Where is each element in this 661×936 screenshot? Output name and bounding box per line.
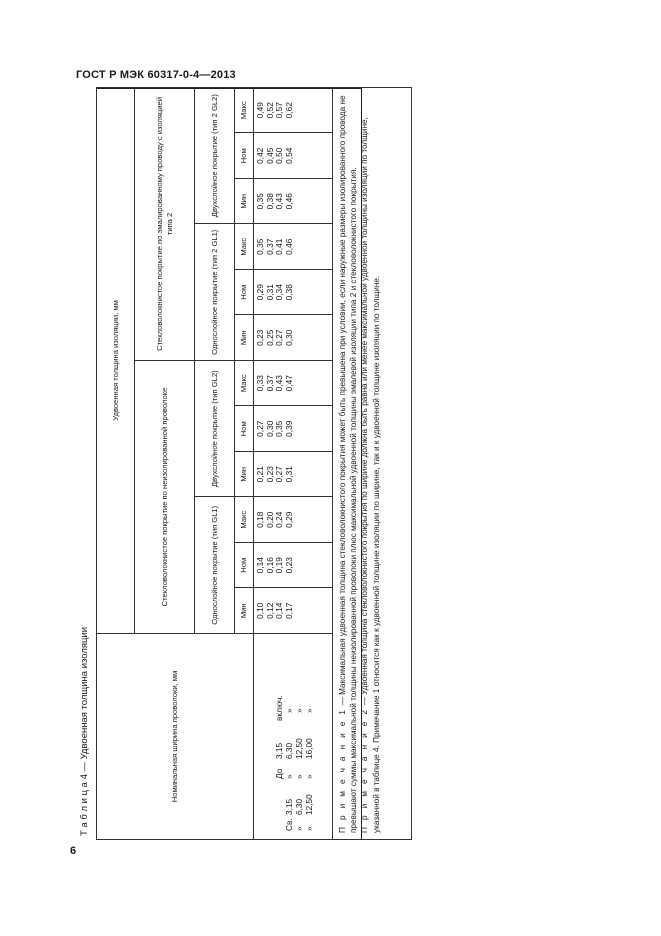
value-cell: 0,54 [283,147,294,164]
table-caption: Т а б л и ц а 4 — Удвоенная толщина изоляции [79,626,90,836]
values-e1-nom [254,270,333,316]
value-cell: 0,49 [255,102,265,119]
from-value: 6,30 [294,798,304,815]
value-cell: 0,34 [274,284,285,301]
value-cell: 0,35 [274,420,285,437]
value-cell: 0,27 [255,420,265,437]
value-cell: 0,23 [264,466,275,483]
rotated-table-block [79,88,381,840]
value-cell: 0,25 [264,329,275,346]
notes-cell [333,87,412,839]
width-ranges-cell [254,634,333,840]
value-cell: 0,23 [255,329,265,346]
values-e2-min [254,179,333,225]
value-cell: 0,12 [264,602,275,619]
note-1-label: П р и м е ч а н и е 1 [338,707,347,833]
value-cell: 0,38 [264,193,275,210]
value-cell: 0,39 [283,420,294,437]
value-cell: 0,27 [274,466,285,483]
incl-word: включ. [274,695,284,721]
value-cell: 0,46 [283,238,294,255]
values-u1-min [254,588,333,634]
min-header: Мин [235,452,254,498]
to-value: 16,00 [304,738,314,759]
nom-header: Ном [235,270,254,316]
value-cell: 0,31 [283,466,294,483]
value-cell: 0,46 [283,193,294,210]
note-2-text: — Удвоенная толщина стекловолокнистого покрытия по ширине должна быть равна или менее максимальной удвоенной толщины изоляции по толщине, указанной в таблице 4. Примечание 1 относится как к удвоенной толщине изоляции по ширине, так и к удвоенной толщине изоляции по толщине. [360,117,381,833]
value-cell: 0,18 [255,511,265,528]
ditto-mark: » [294,826,304,831]
note-2 [359,94,381,833]
from-value: 3,15 [284,798,294,815]
from-word: Св. [284,818,294,831]
value-cell: 0,43 [274,193,285,210]
value-cell: 0,24 [274,511,285,528]
ditto-mark: » [284,708,294,713]
ditto-mark: » [294,774,304,779]
value-cell: 0,10 [255,602,265,619]
value-cell: 0,42 [255,147,265,164]
value-cell: 0,35 [255,238,265,255]
min-header: Мин [235,315,254,361]
value-cell: 0,30 [264,420,275,437]
min-header: Мин [235,179,254,225]
values-u2-min [254,452,333,498]
value-cell: 0,35 [255,193,265,210]
max-header: Макс [235,224,254,270]
value-cell: 0,20 [264,511,275,528]
sub-gl2-header: Двухслойное покрытие (тип GL2) [195,361,235,498]
values-u1-nom [254,543,333,589]
standard-title: ГОСТ Р МЭК 60317-0-4—2013 [76,69,236,81]
nom-header: Ном [235,406,254,452]
value-cell: 0,21 [255,466,265,483]
value-cell: 0,57 [274,102,285,119]
value-cell: 0,37 [264,375,275,392]
sub-gl2-enam-header: Двухслойное покрытие (тип 2 GL2) [195,87,235,224]
values-e2-max [254,87,333,133]
value-cell: 0,62 [283,102,294,119]
value-cell: 0,47 [283,375,294,392]
from-value: 12,50 [304,794,314,815]
value-cell: 0,30 [283,329,294,346]
note-1 [337,94,359,833]
ditto-mark: » [304,708,314,713]
value-cell: 0,23 [283,557,294,574]
values-u2-nom [254,406,333,452]
value-cell: 0,29 [255,284,265,301]
values-e2-nom [254,133,333,179]
value-cell: 0,43 [274,375,285,392]
insulation-table [96,87,412,840]
value-cell: 0,50 [274,147,285,164]
value-cell: 0,45 [264,147,275,164]
value-cell: 0,17 [283,602,294,619]
to-value: 3,15 [274,742,284,759]
ditto-mark: » [294,708,304,713]
note-1-text: — Максимальная удвоенная толщина стекловолокнистого покрытия может быть превышена при условии, если наружные размеры изолированного провода не превышают суммы максимальной толщины неизолированной проволоки плюс максимальной удвоенной толщины эмалевой изоляции типа 2 и стекловолокнистого покрытия. [338,95,359,833]
value-cell: 0,16 [264,557,275,574]
value-cell: 0,37 [264,238,275,255]
note-2-label: П р и м е ч а н и е 2 [360,707,370,833]
value-cell: 0,14 [274,602,285,619]
to-value: 6,30 [284,742,294,759]
value-cell: 0,41 [274,238,285,255]
thickness-header: Удвоенная толщина изоляции, мм [97,87,135,633]
nom-header: Ном [235,133,254,179]
sub-gl1-header: Однослойное покрытие (тип GL1) [195,497,235,634]
value-cell: 0,31 [264,284,275,301]
page-number: 6 [70,845,77,857]
value-cell: 0,19 [274,557,285,574]
value-cell: 0,38 [283,284,294,301]
ditto-mark: » [304,774,314,779]
sub-gl1-enam-header: Однослойное покрытие (тип 2 GL1) [195,224,235,361]
group-uninsulated-header: Стекловолокнистое покрытие по неизолированной проволоке [135,361,195,634]
to-value: 12,50 [294,738,304,759]
group-enamelled-header: Стекловолокнистое покрытие по эмалированному проводу с изоляцией типа 2 [135,87,195,360]
nom-header: Ном [235,543,254,589]
width-header: Номинальная ширина проволоки, мм [97,634,254,840]
value-cell: 0,29 [283,511,294,528]
values-e1-min [254,315,333,361]
ditto-mark: » [284,774,294,779]
max-header: Макс [235,361,254,407]
values-u1-max [254,497,333,543]
max-header: Макс [235,87,254,133]
value-cell: 0,52 [264,102,275,119]
value-cell: 0,27 [274,329,285,346]
value-cell: 0,14 [255,557,265,574]
max-header: Макс [235,497,254,543]
min-header: Мин [235,588,254,634]
value-cell: 0,33 [255,375,265,392]
values-u2-max [254,361,333,407]
to-word: До [274,768,284,779]
values-e1-max [254,224,333,270]
ditto-mark: » [304,826,314,831]
